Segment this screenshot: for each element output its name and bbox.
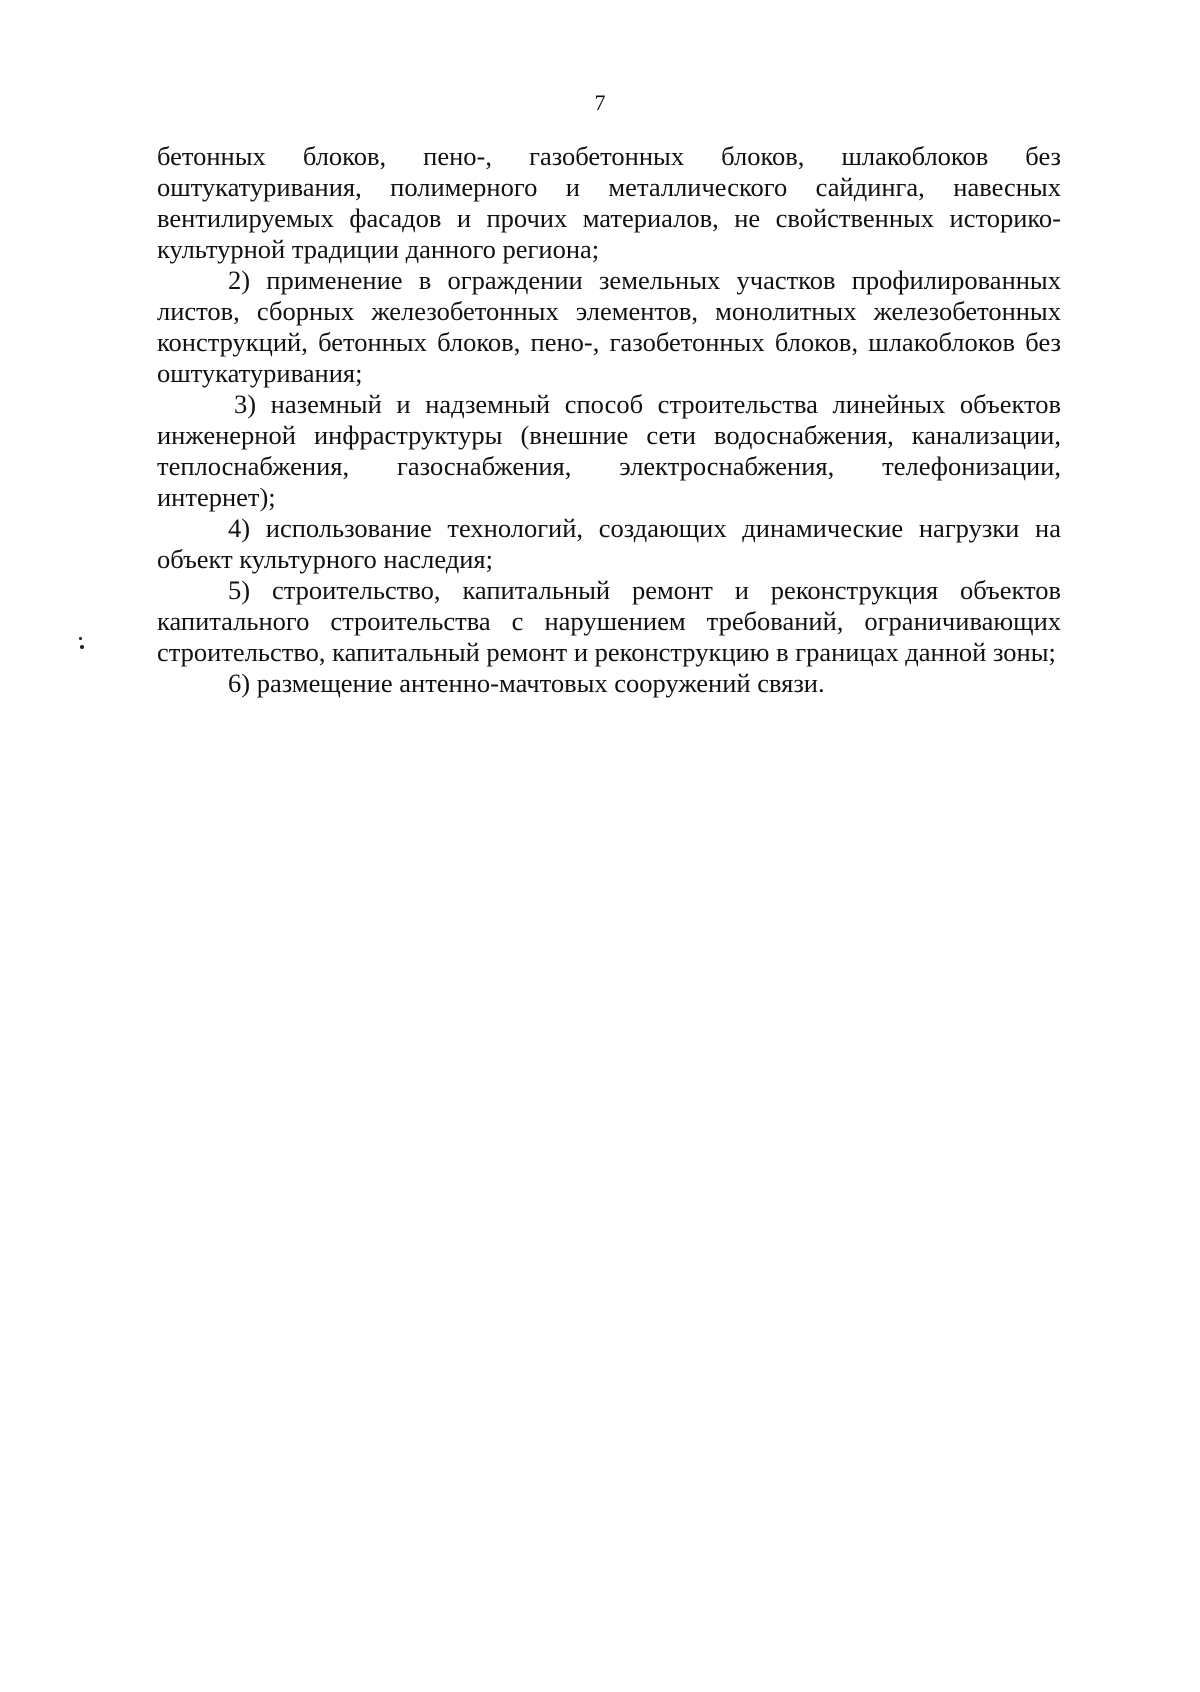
page-number: 7 (594, 90, 606, 115)
scan-speck (79, 637, 82, 640)
paragraph-continuation: бетонных блоков, пено-, газобетонных блоков, шлакоблоков без оштукатуривания, полимерного и металлического сайдинга, навесных вентилируемых фасадов и прочих материалов, не свойственных историко-культурной традиции данного региона; (157, 141, 1061, 264)
paragraph-item-5: 5) строительство, капитальный ремонт и реконструкция объектов капитального строительства с нарушением требований, ограничивающих строительство, капитальный ремонт и реконструкцию в границах данной зоны; (157, 575, 1061, 667)
scan-speck (80, 645, 84, 649)
paragraph-item-2: 2) применение в ограждении земельных участков профилированных листов, сборных железобетонных элементов, монолитных железобетонных конструкций, бетонных блоков, пено-, газобетонных блоков, шлакоблоков без оштукатуривания; (157, 265, 1061, 388)
paragraph-item-4: 4) использование технологий, создающих динамические нагрузки на объект культурного наследия; (157, 513, 1061, 574)
paragraph-item-3: 3) наземный и надземный способ строительства линейных объектов инженерной инфраструктуры (внешние сети водоснабжения, канализации, теплоснабжения, газоснабжения, электроснабжения, телефонизации, интернет); (157, 389, 1061, 512)
document-body (157, 141, 1061, 699)
paragraph-item-6: 6) размещение антенно-мачтовых сооружений связи. (228, 668, 825, 698)
